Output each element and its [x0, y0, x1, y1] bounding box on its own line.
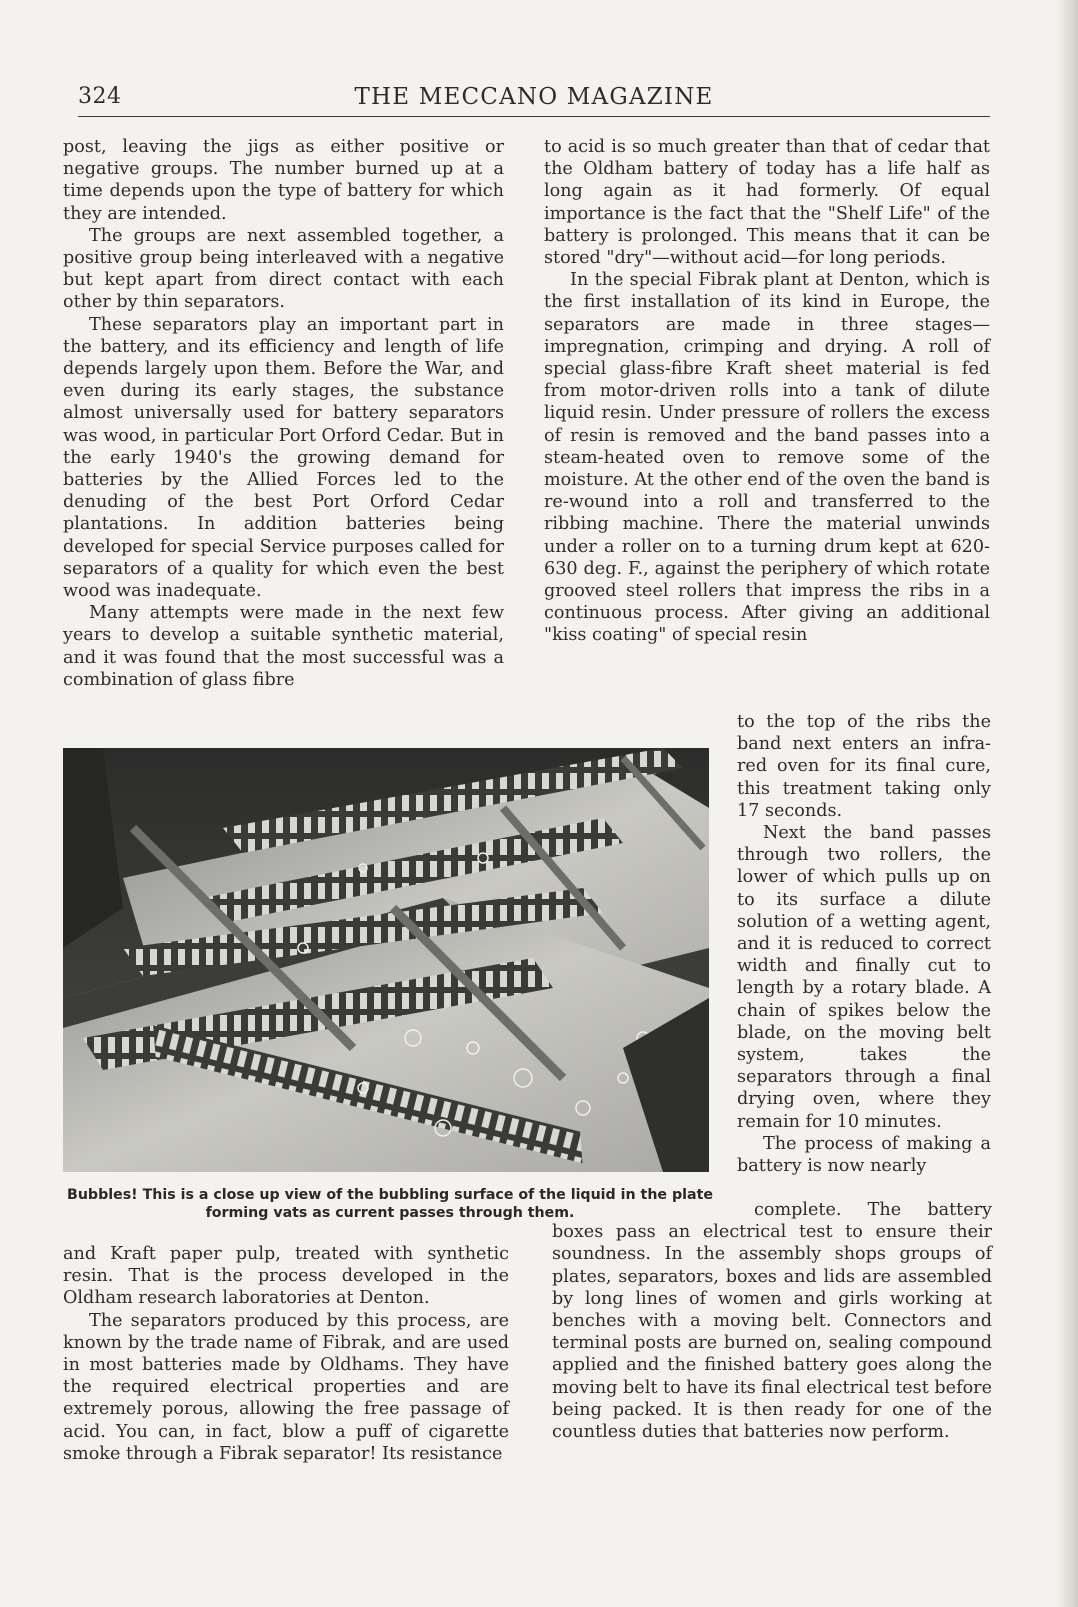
- paragraph: The separators produced by this process, are known by the trade name of Fibrak, and are used in most batteries made by Oldhams. They have the required electrical properties and are extremely porous, allowing the free passage of acid. You can, in fact, blow a puff of cigarette smoke through a Fibrak separator! Its resistance: [63, 1310, 509, 1464]
- side-column: [737, 711, 991, 1177]
- paragraph: These separators play an important part in the battery, and its efficiency and length of life depends largely upon them. Before the War, and even during its early stages, the substance almost universally used for battery separators was wood, in particular Port Orford Cedar. But in the early 1940's the growing demand for batteries by the Allied Forces led to the denuding of the best Port Orford Cedar plantations. In addition batteries being developed for special Service purposes called for separators of a quality for which even the best wood was inadequate.: [63, 314, 504, 602]
- paragraph: to the top of the ribs the band next enters an infra-red oven for its final cure, this treatment taking only 17 seconds.: [737, 712, 991, 821]
- paragraph: complete. The battery boxes pass an electrical test to ensure their soundness. In the assembly shops groups of plates, separators, boxes and lids are assembled by long lines of women and girls working at benches with a moving belt. Connectors and terminal posts are burned on, sealing compound applied and the finished battery goes along the moving belt to have its final electrical test before being packed. It is then ready for one of the countless duties that batteries now perform.: [552, 1200, 992, 1443]
- photo-caption: Bubbles! This is a close up view of the bubbling surface of the liquid in the plate forming vats as current passes through them.: [67, 1187, 713, 1221]
- paragraph: The groups are next assembled together, a positive group being interleaved with a negative but kept apart from direct contact with each other by thin separators.: [63, 225, 504, 313]
- paragraph: to acid is so much greater than that of cedar that the Oldham battery of today has a life half as long again as it had formerly. Of equal importance is the fact that the "Shelf Life" of the battery is prolonged. This means that it can be stored "dry"—without acid—for long periods.: [544, 137, 990, 269]
- right-column-top: [544, 136, 990, 647]
- left-column-bottom: [63, 1243, 509, 1465]
- magazine-title: THE MECCANO MAGAZINE: [354, 84, 714, 110]
- page-edge-shadow: [1056, 0, 1078, 1607]
- right-column-bottom: [552, 1199, 992, 1443]
- bubbling-vats-photo: [63, 748, 709, 1172]
- paragraph: and Kraft paper pulp, treated with synthetic resin. That is the process developed in the Oldham research laboratories at Denton.: [63, 1244, 509, 1309]
- page-number: 324: [78, 84, 122, 109]
- paragraph: Many attempts were made in the next few years to develop a suitable synthetic material, and it was found that the most successful was a combination of glass fibre: [63, 603, 504, 690]
- paragraph: Next the band passes through two rollers, the lower of which pulls up on to its surface a dilute solution of a wetting agent, and it is reduced to correct width and finally cut to length by a rotary blade. A chain of spikes below the blade, on the moving belt system, takes the separators through a final drying oven, where they remain for 10 minutes.: [737, 823, 991, 1132]
- paragraph: In the special Fibrak plant at Denton, which is the first installation of its kind in Europe, the separators are made in three stages—impregnation, crimping and drying. A roll of special glass-fibre Kraft sheet material is fed from motor-driven rolls into a tank of dilute liquid resin. Under pressure of rollers the excess of resin is removed and the band passes into a steam-heated oven to remove some of the moisture. At the other end of the oven the band is re-wound into a roll and transferred to the ribbing machine. There the material unwinds under a roller on to a turning drum kept at 620-630 deg. F., against the periphery of which rotate grooved steel rollers that impress the ribs in a continuous process. After giving an additional "kiss coating" of special resin: [544, 270, 990, 646]
- paragraph: The process of making a battery is now nearly: [737, 1133, 991, 1177]
- paragraph: post, leaving the jigs as either positive or negative groups. The number burned up at a time depends upon the type of battery for which they are intended.: [63, 137, 504, 224]
- page-header: [78, 82, 990, 117]
- left-column-top: [63, 136, 504, 691]
